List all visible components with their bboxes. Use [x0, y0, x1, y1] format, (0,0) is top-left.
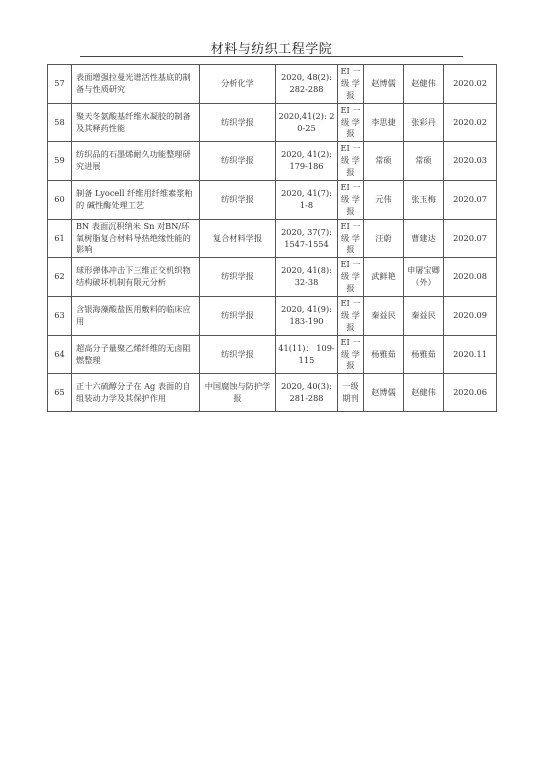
- volume-pages-cell: 2020, 41(2): 179-186: [276, 142, 338, 181]
- publications-table-body: [48, 65, 497, 412]
- table-row: [48, 181, 497, 220]
- table-row: [48, 142, 497, 181]
- table-row: [48, 297, 497, 336]
- corresponding-author-cell: 张玉梅: [404, 181, 444, 220]
- first-author-cell: 杨雅茹: [364, 335, 404, 374]
- first-author-cell: 汪蔚: [364, 219, 404, 258]
- publications-table: [47, 64, 497, 412]
- paper-title-cell: 纺织品的石墨烯耐久功能整理研究进展: [72, 142, 200, 181]
- volume-pages-cell: 2020, 37(7): 1547-1554: [276, 219, 338, 258]
- row-number-cell: 59: [48, 142, 72, 181]
- corresponding-author-cell: 秦益民: [404, 297, 444, 336]
- row-number-cell: 65: [48, 374, 72, 412]
- level-cell: EI 一级 学报: [338, 103, 364, 142]
- paper-title-cell: BN 表面沉积纳米 Sn 对BN/环氧树脂复合材料导热绝缘性能的影响: [72, 219, 200, 258]
- corresponding-author-cell: 曹建达: [404, 219, 444, 258]
- row-number-cell: 57: [48, 65, 72, 104]
- first-author-cell: 元伟: [364, 181, 404, 220]
- volume-pages-cell: 2020, 40(3): 281-288: [276, 374, 338, 412]
- level-cell: EI 一级 学报: [338, 297, 364, 336]
- row-number-cell: 60: [48, 181, 72, 220]
- first-author-cell: 李思捷: [364, 103, 404, 142]
- level-cell: EI 一级 学报: [338, 181, 364, 220]
- page-header-title: 材料与纺织工程学院: [210, 42, 333, 57]
- publish-date-cell: 2020.08: [444, 258, 497, 297]
- table-row: [48, 258, 497, 297]
- first-author-cell: 赵博儒: [364, 65, 404, 104]
- table-row: [48, 103, 497, 142]
- publish-date-cell: 2020.07: [444, 219, 497, 258]
- volume-pages-cell: 2020, 41(7): 1-8: [276, 181, 338, 220]
- journal-cell: 纺织学报: [200, 297, 276, 336]
- table-row: [48, 374, 497, 412]
- level-cell: EI 一级 学报: [338, 65, 364, 104]
- row-number-cell: 61: [48, 219, 72, 258]
- row-number-cell: 62: [48, 258, 72, 297]
- publish-date-cell: 2020.02: [444, 103, 497, 142]
- level-cell: EI 一级 学报: [338, 258, 364, 297]
- paper-title-cell: 制备 Lyocell 纤维用纤维素浆粕的 碱性酶处理工艺: [72, 181, 200, 220]
- journal-cell: 纺织学报: [200, 258, 276, 297]
- paper-title-cell: 含银海藻酸盐医用敷料的临床应用: [72, 297, 200, 336]
- journal-cell: 纺织学报: [200, 142, 276, 181]
- paper-title-cell: 正十六硫醇分子在 Ag 表面的自组装动力学及其保护作用: [72, 374, 200, 412]
- level-cell: EI 一级 学报: [338, 219, 364, 258]
- volume-pages-cell: 2020, 41(9): 183-190: [276, 297, 338, 336]
- journal-cell: 纺织学报: [200, 181, 276, 220]
- paper-title-cell: 表面增强拉曼光谱活性基底的制备与性质研究: [72, 65, 200, 104]
- corresponding-author-cell: 张彩丹: [404, 103, 444, 142]
- volume-pages-cell: 2020, 41(8): 32-38: [276, 258, 338, 297]
- first-author-cell: 武鲜艳: [364, 258, 404, 297]
- corresponding-author-cell: 申屠宝卿（外）: [404, 258, 444, 297]
- corresponding-author-cell: 赵健伟: [404, 65, 444, 104]
- paper-title-cell: 超高分子量聚乙烯纤维的无卤阻燃整理: [72, 335, 200, 374]
- level-cell: EI 一级 学报: [338, 335, 364, 374]
- corresponding-author-cell: 赵健伟: [404, 374, 444, 412]
- publish-date-cell: 2020.03: [444, 142, 497, 181]
- first-author-cell: 赵博儒: [364, 374, 404, 412]
- table-row: [48, 219, 497, 258]
- journal-cell: 复合材料学报: [200, 219, 276, 258]
- volume-pages-cell: 41(11)： 109-115: [276, 335, 338, 374]
- publish-date-cell: 2020.06: [444, 374, 497, 412]
- table-row: [48, 335, 497, 374]
- publish-date-cell: 2020.02: [444, 65, 497, 104]
- journal-cell: 纺织学报: [200, 103, 276, 142]
- level-cell: EI 一级 学报: [338, 142, 364, 181]
- volume-pages-cell: 2020, 48(2): 282-288: [276, 65, 338, 104]
- row-number-cell: 58: [48, 103, 72, 142]
- table-row: [48, 65, 497, 104]
- journal-cell: 纺织学报: [200, 335, 276, 374]
- volume-pages-cell: 2020,41(2): 20-25: [276, 103, 338, 142]
- row-number-cell: 63: [48, 297, 72, 336]
- header-divider: [80, 56, 463, 57]
- level-cell: 一级 期刊: [338, 374, 364, 412]
- paper-title-cell: 球形弹体冲击下三维正交机织物结构破坏机制有限元分析: [72, 258, 200, 297]
- corresponding-author-cell: 常硕: [404, 142, 444, 181]
- first-author-cell: 秦益民: [364, 297, 404, 336]
- journal-cell: 中国腐蚀与防护学报: [200, 374, 276, 412]
- publish-date-cell: 2020.11: [444, 335, 497, 374]
- publish-date-cell: 2020.07: [444, 181, 497, 220]
- journal-cell: 分析化学: [200, 65, 276, 104]
- first-author-cell: 常硕: [364, 142, 404, 181]
- publish-date-cell: 2020.09: [444, 297, 497, 336]
- corresponding-author-cell: 杨雅茹: [404, 335, 444, 374]
- row-number-cell: 64: [48, 335, 72, 374]
- paper-title-cell: 聚天冬氨酸基纤维水凝胶的制备及其释药性能: [72, 103, 200, 142]
